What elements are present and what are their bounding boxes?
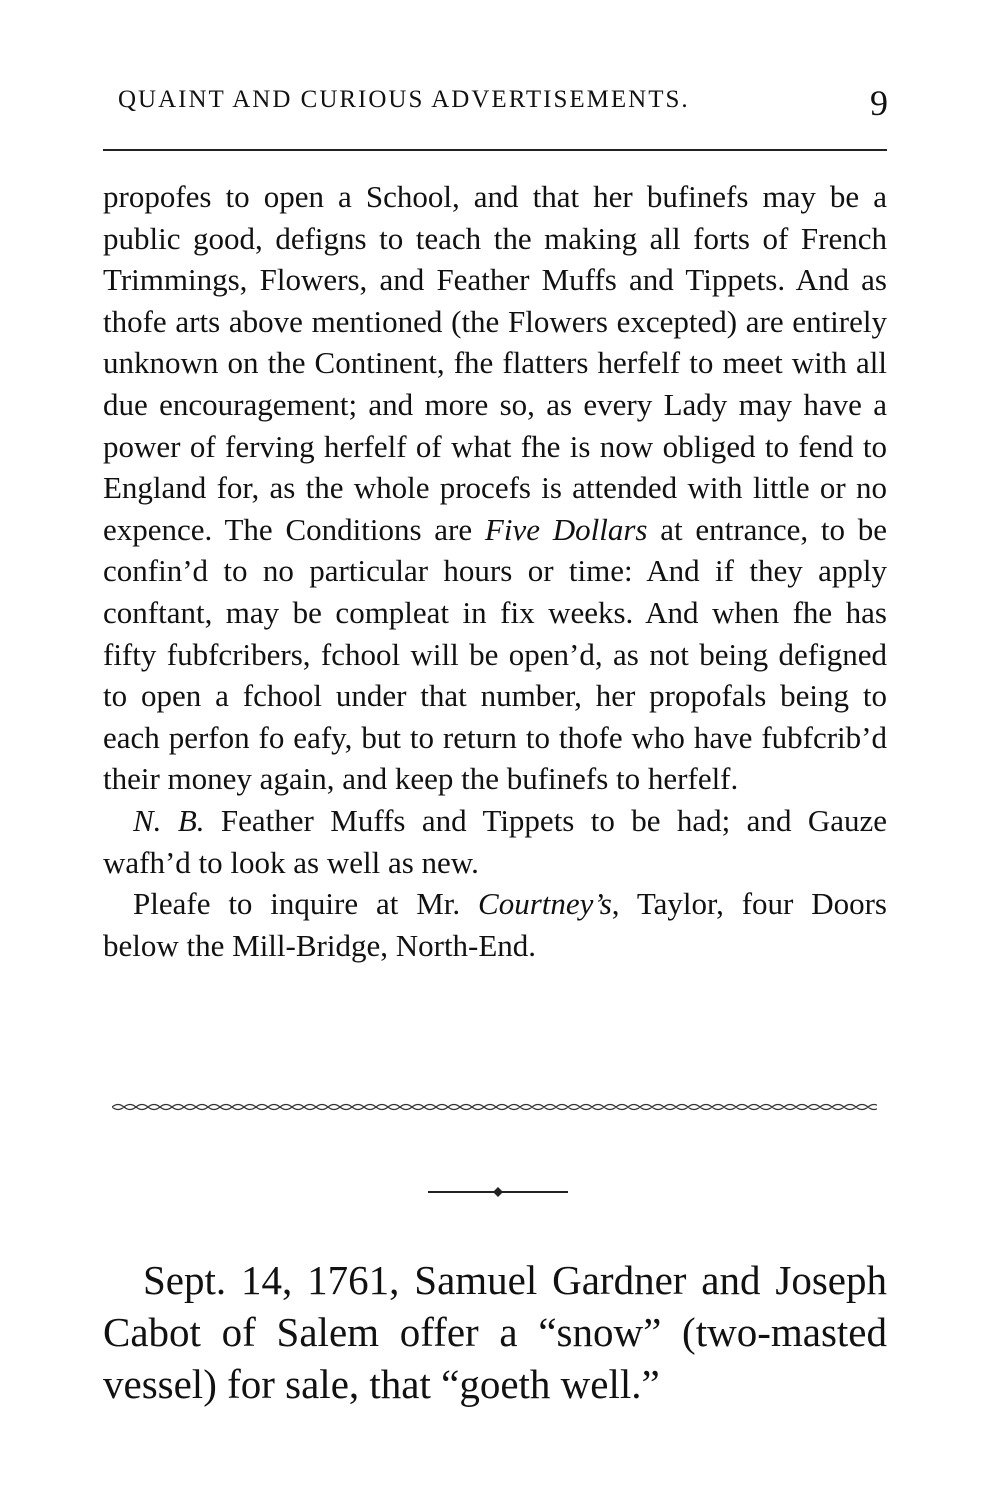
nota-bene-text: Feather Muffs and Tippets to be had; and Gauze wafh’d to look as well as new. xyxy=(103,802,888,880)
paragraph-text-end: at entrance, to be confin’d to no particular hours or time: And if they apply conftant, may be compleat in fix weeks. And when fhe has fifty fubfcribers, fchool will be open’d, as not being defigned to open a fchool under that number, her propofals being to each perfon fo eafy, but to return to thofe who have fubfcrib’d their money again, and keep the bufinefs to herfelf. xyxy=(103,511,888,797)
italic-phrase: Five Dollars xyxy=(484,511,648,547)
header-rule xyxy=(103,149,887,151)
section-divider-rule xyxy=(428,1186,568,1198)
nota-bene-paragraph xyxy=(103,800,887,883)
historical-entry xyxy=(103,1254,887,1410)
running-title: QUAINT AND CURIOUS ADVERTISEMENTS. xyxy=(118,86,690,113)
inquire-paragraph xyxy=(103,883,887,966)
nota-bene-label: N. B. xyxy=(133,802,205,838)
page-number: 9 xyxy=(870,83,888,123)
running-head xyxy=(118,83,888,126)
inquire-name: Courtney’s xyxy=(478,886,612,922)
advertisement-text xyxy=(103,176,887,966)
paragraph-text: propofes to open a School, and that her bufinefs may be a public good, defigns to teach the making all forts of French Trimmings, Flowers, and Feather Muffs and Tippets. And as thofe arts above mentioned (the Flowers excepted) are entirely unknown on the Continent, fhe flatters herfelf to meet with all due encouragement; and more so, as every Lady may have a power of ferving herfelf of what fhe is now obliged to fend to England for, as the whole procefs is attended with little or no expence. The Conditions are xyxy=(103,179,887,547)
ornamental-rule xyxy=(112,1102,877,1112)
inquire-end: , Taylor, four Doors below the Mill-Bridge, North-End. xyxy=(103,886,887,963)
advertisement-paragraph xyxy=(103,176,887,800)
inquire-start: Pleafe to inquire at Mr. xyxy=(133,886,461,922)
entry-paragraph: Sept. 14, 1761, Samuel Gardner and Joseph Cabot of Salem offer a “snow” (two-masted vessel) for sale, that “goeth well.” xyxy=(103,1257,887,1407)
